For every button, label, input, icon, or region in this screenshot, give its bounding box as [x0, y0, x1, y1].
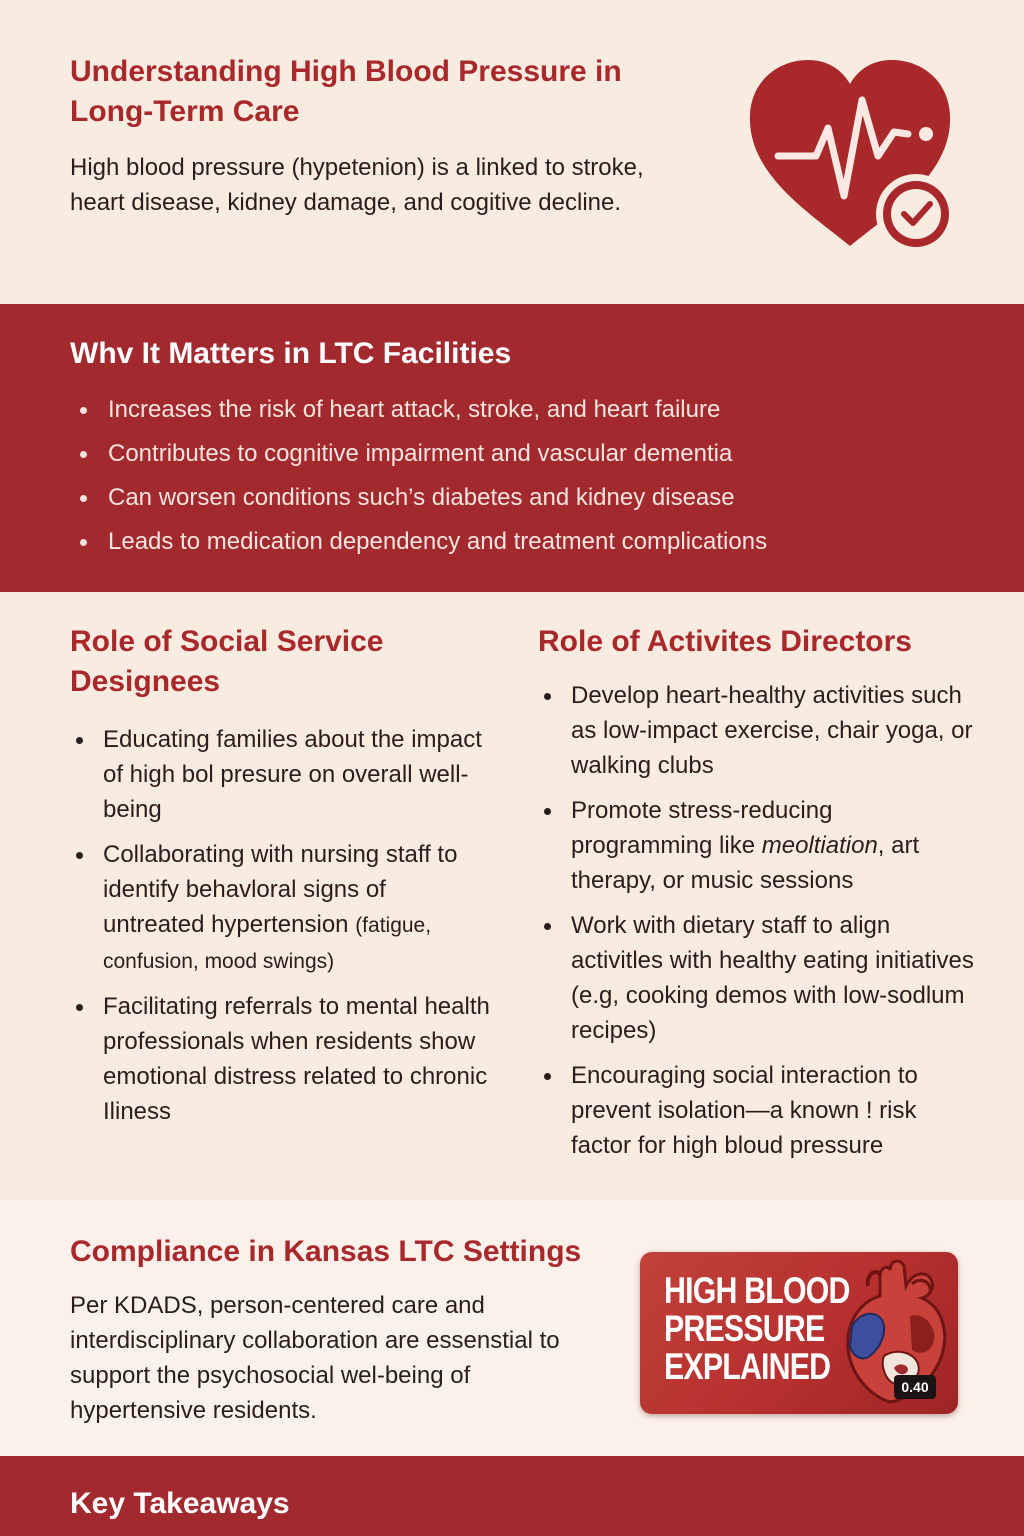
activities-column [538, 622, 978, 1173]
hero-section [0, 0, 1024, 304]
video-duration-badge: 0.40 [894, 1375, 936, 1399]
video-thumbnail[interactable] [640, 1252, 958, 1414]
social-service-title: Role of Social Service Designees [70, 625, 384, 698]
activities-list [538, 678, 978, 1163]
activities-item-2 [538, 793, 978, 898]
key-takeaways-title: Key Takeaways [70, 1487, 290, 1520]
video-title-line-1: HIGH BLOOD [664, 1270, 850, 1311]
video-title [664, 1270, 850, 1387]
why-item-4: Leads to medication dependency and treatment complications [0, 520, 767, 564]
activities-item-2-pre: Promote stress-reducing programming like [571, 797, 833, 859]
video-title-line-3: EXPLAINED [664, 1346, 831, 1387]
social-service-list [70, 722, 490, 1129]
social-service-column [70, 622, 490, 1139]
why-item-3: Can worsen conditions such’s diabetes and kidney disease [0, 476, 767, 520]
roles-section [0, 592, 1024, 1200]
key-takeaways-section [0, 1456, 1024, 1536]
social-item-1: Educating families about the impact of high bol presure on overall well-being [70, 722, 490, 827]
compliance-title: Compliance in Kansas LTC Settings [70, 1235, 582, 1268]
hero-description: High blood pressure (hypetenion) is a linked to stroke, heart disease, kidney damage, and cogitive decline. [70, 154, 644, 216]
social-item-2 [70, 837, 490, 979]
compliance-body: Per KDADS, person-centered care and interdisciplinary collaboration are essenstial to support the psychosocial wel-being of hypertensive residents. [70, 1292, 560, 1424]
social-item-2-text: Collaborating with nursing staff to identify behavloral signs of untreated hypertension [103, 841, 458, 938]
why-title: Whv It Matters in LTC Facilities [70, 337, 512, 370]
social-item-2-examples: (fatigue, confusion, mood swings) [103, 914, 432, 973]
activities-item-4: Encouraging social interaction to prevent isolation—a known ! risk factor for high bloud pressure [538, 1058, 978, 1163]
why-item-1: Increases the risk of heart attack, stroke, and heart failure [0, 388, 767, 432]
activities-item-1: Develop heart-healthy activities such as low-impact exercise, chair yoga, or walking clubs [538, 678, 978, 783]
video-title-line-2: PRESSURE [664, 1308, 825, 1349]
activities-title: Role of Activites Directors [538, 625, 912, 658]
activities-item-2-emphasis: meoltiation [761, 832, 878, 859]
compliance-section [0, 1200, 1024, 1456]
activities-item-3: Work with dietary staff to align activitles with healthy eating initiatives (e.g, cooking demos with low-sodlum recipes) [538, 908, 978, 1048]
page-title: Understanding High Blood Pressure in Long-Term Care [70, 55, 622, 128]
activities-item-2-post: , art therapy, or music sessions [571, 832, 920, 894]
heart-pulse-check-icon [744, 56, 964, 256]
why-item-2: Contributes to cognitive impairment and vascular dementia [0, 432, 767, 476]
why-list [0, 388, 767, 564]
social-item-3: Facilitating referrals to mental health professionals when residents show emotional distress related to chronic Iliness [70, 989, 490, 1129]
why-it-matters-section [0, 304, 1024, 592]
